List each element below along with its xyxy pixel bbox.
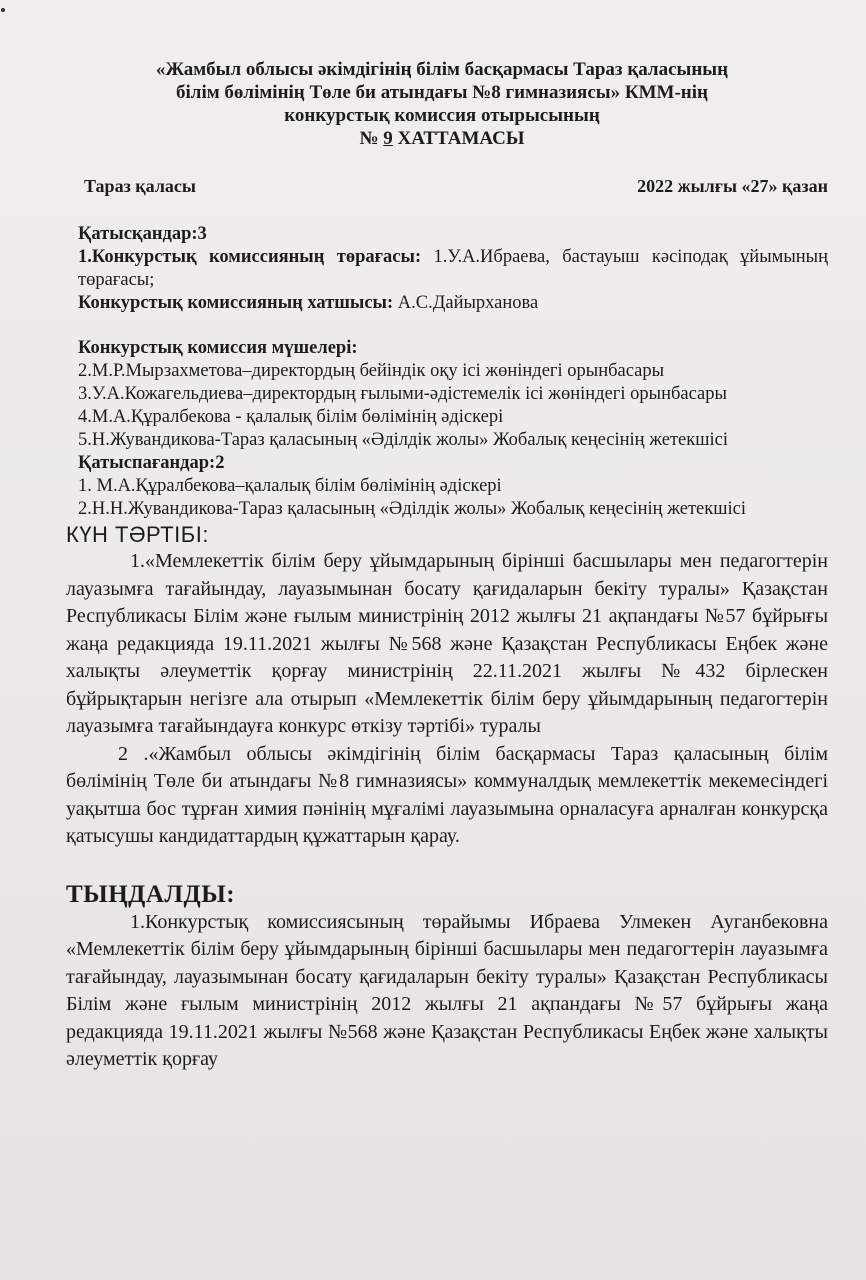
heard-title: ТЫҢДАЛДЫ: xyxy=(66,880,236,908)
header-line-1: «Жамбыл облысы әкімдігінің білім басқармасы Тараз қаласының xyxy=(155,59,729,80)
participants-section xyxy=(66,223,828,521)
secretary-line xyxy=(78,292,828,315)
protocol-prefix: № xyxy=(359,128,384,149)
heard-section xyxy=(66,881,828,1074)
agenda-title: КҮН ТӘРТІБІ: xyxy=(66,522,209,547)
absent-item: 2.Н.Н.Жувандикова-Тараз қаласының «Әділдік жолы» Жобалық кеңесінің жетекшісі xyxy=(78,499,746,519)
heard-item-1: 1.Конкурстық комиссиясының төрайымы Ибраева Улмекен Ауганбековна «Мемлекеттік білім беру ұйымдарының бірінші басшылары мен педагогтерін лауазымға тағайындау, лауазымынан босату қағидаларын бекіту туралы» Қазақстан Республикасы Білім және ғылым министрінің 2012 жылғы 21 ақпандағы №57 бұйрығы жаңа редакцияда 19.11.2021 жылғы №568 және Қазақстан Республикасы Еңбек және халықты әлеуметтік қорғау xyxy=(66,910,828,1070)
document-header xyxy=(66,58,828,150)
header-line-2: білім бөлімінің Төле би атындағы №8 гимназиясы» КММ-нің xyxy=(176,82,708,103)
date: 2022 жылғы «27» қазан xyxy=(637,176,828,196)
participants-heading: Қатысқандар:3 xyxy=(78,224,207,244)
place-date-row xyxy=(84,176,828,197)
header-line-3: конкурстық комиссия отырысының xyxy=(284,105,600,126)
absent-item: 1. М.А.Құралбекова–қалалық білім бөлімінің әдіскері xyxy=(78,476,502,496)
secretary-label: Конкурстық комиссияның хатшысы: xyxy=(78,293,394,313)
chair-value: 1.У.А.Ибраева, бастауыш кәсіподақ ұйымының төрағасы; xyxy=(78,247,828,290)
member-item: 3.У.А.Кожагельдиева–директордың ғылыми-әдістемелік ісі жөніндегі орынбасары xyxy=(78,384,727,404)
member-item: 2.М.Р.Мырзахметова–директордың бейіндік оқу ісі жөніндегі орынбасары xyxy=(78,361,665,381)
protocol-number: 9 xyxy=(383,128,393,149)
member-item: 4.М.А.Құралбекова - қалалық білім бөлімінің әдіскері xyxy=(78,407,504,427)
absent-heading: Қатыспағандар:2 xyxy=(78,453,225,473)
agenda-item-2: 2 .«Жамбыл облысы әкімдігінің білім басқармасы Тараз қаласының білім бөлімінің Төле би атындағы №8 гимназиясы» коммуналдық мемлекеттік мекемесіндегі уақытша бос тұрған химия пәнінің мұғалімі лауазымына орналасуға арналған конкурсқа қатысушы кандидаттардың құжаттарын қарау. xyxy=(66,742,828,847)
place: Тараз қаласы xyxy=(84,176,196,196)
header-line-4 xyxy=(66,127,818,150)
agenda-item-1: 1.«Мемлекеттік білім беру ұйымдарының бірінші басшылары мен педагогтерін лауазымға тағайындау, лауазымынан босату қағидаларын бекіту туралы» Қазақстан Республикасы Білім және ғылым министрінің 2012 жылғы 21 ақпандағы №57 бұйрығы жаңа редакцияда 19.11.2021 жылғы №568 және Қазақстан Республикасы Еңбек және халықты әлеуметтік қорғау министрінің 22.11.2021 жылғы №432 бірлескен бұйрықтарын негізге ала отырып «Мемлекеттік білім беру ұйымдарының педагогтерін лауазымға тағайындауға конкурс өткізу тәртібі» туралы xyxy=(66,550,828,737)
scan-speck xyxy=(1,8,5,12)
members-heading: Конкурстық комиссия мүшелері: xyxy=(78,338,358,358)
secretary-value: А.С.Дайырханова xyxy=(393,293,539,313)
member-item: 5.Н.Жувандикова-Тараз қаласының «Әділдік жолы» Жобалық кеңесінің жетекшісі xyxy=(78,430,728,450)
chair-label: 1.Конкурстық комиссияның төрағасы: xyxy=(78,247,422,267)
agenda-section xyxy=(66,522,828,851)
chair-line xyxy=(78,246,828,292)
protocol-title: ХАТТАМАСЫ xyxy=(392,128,525,149)
